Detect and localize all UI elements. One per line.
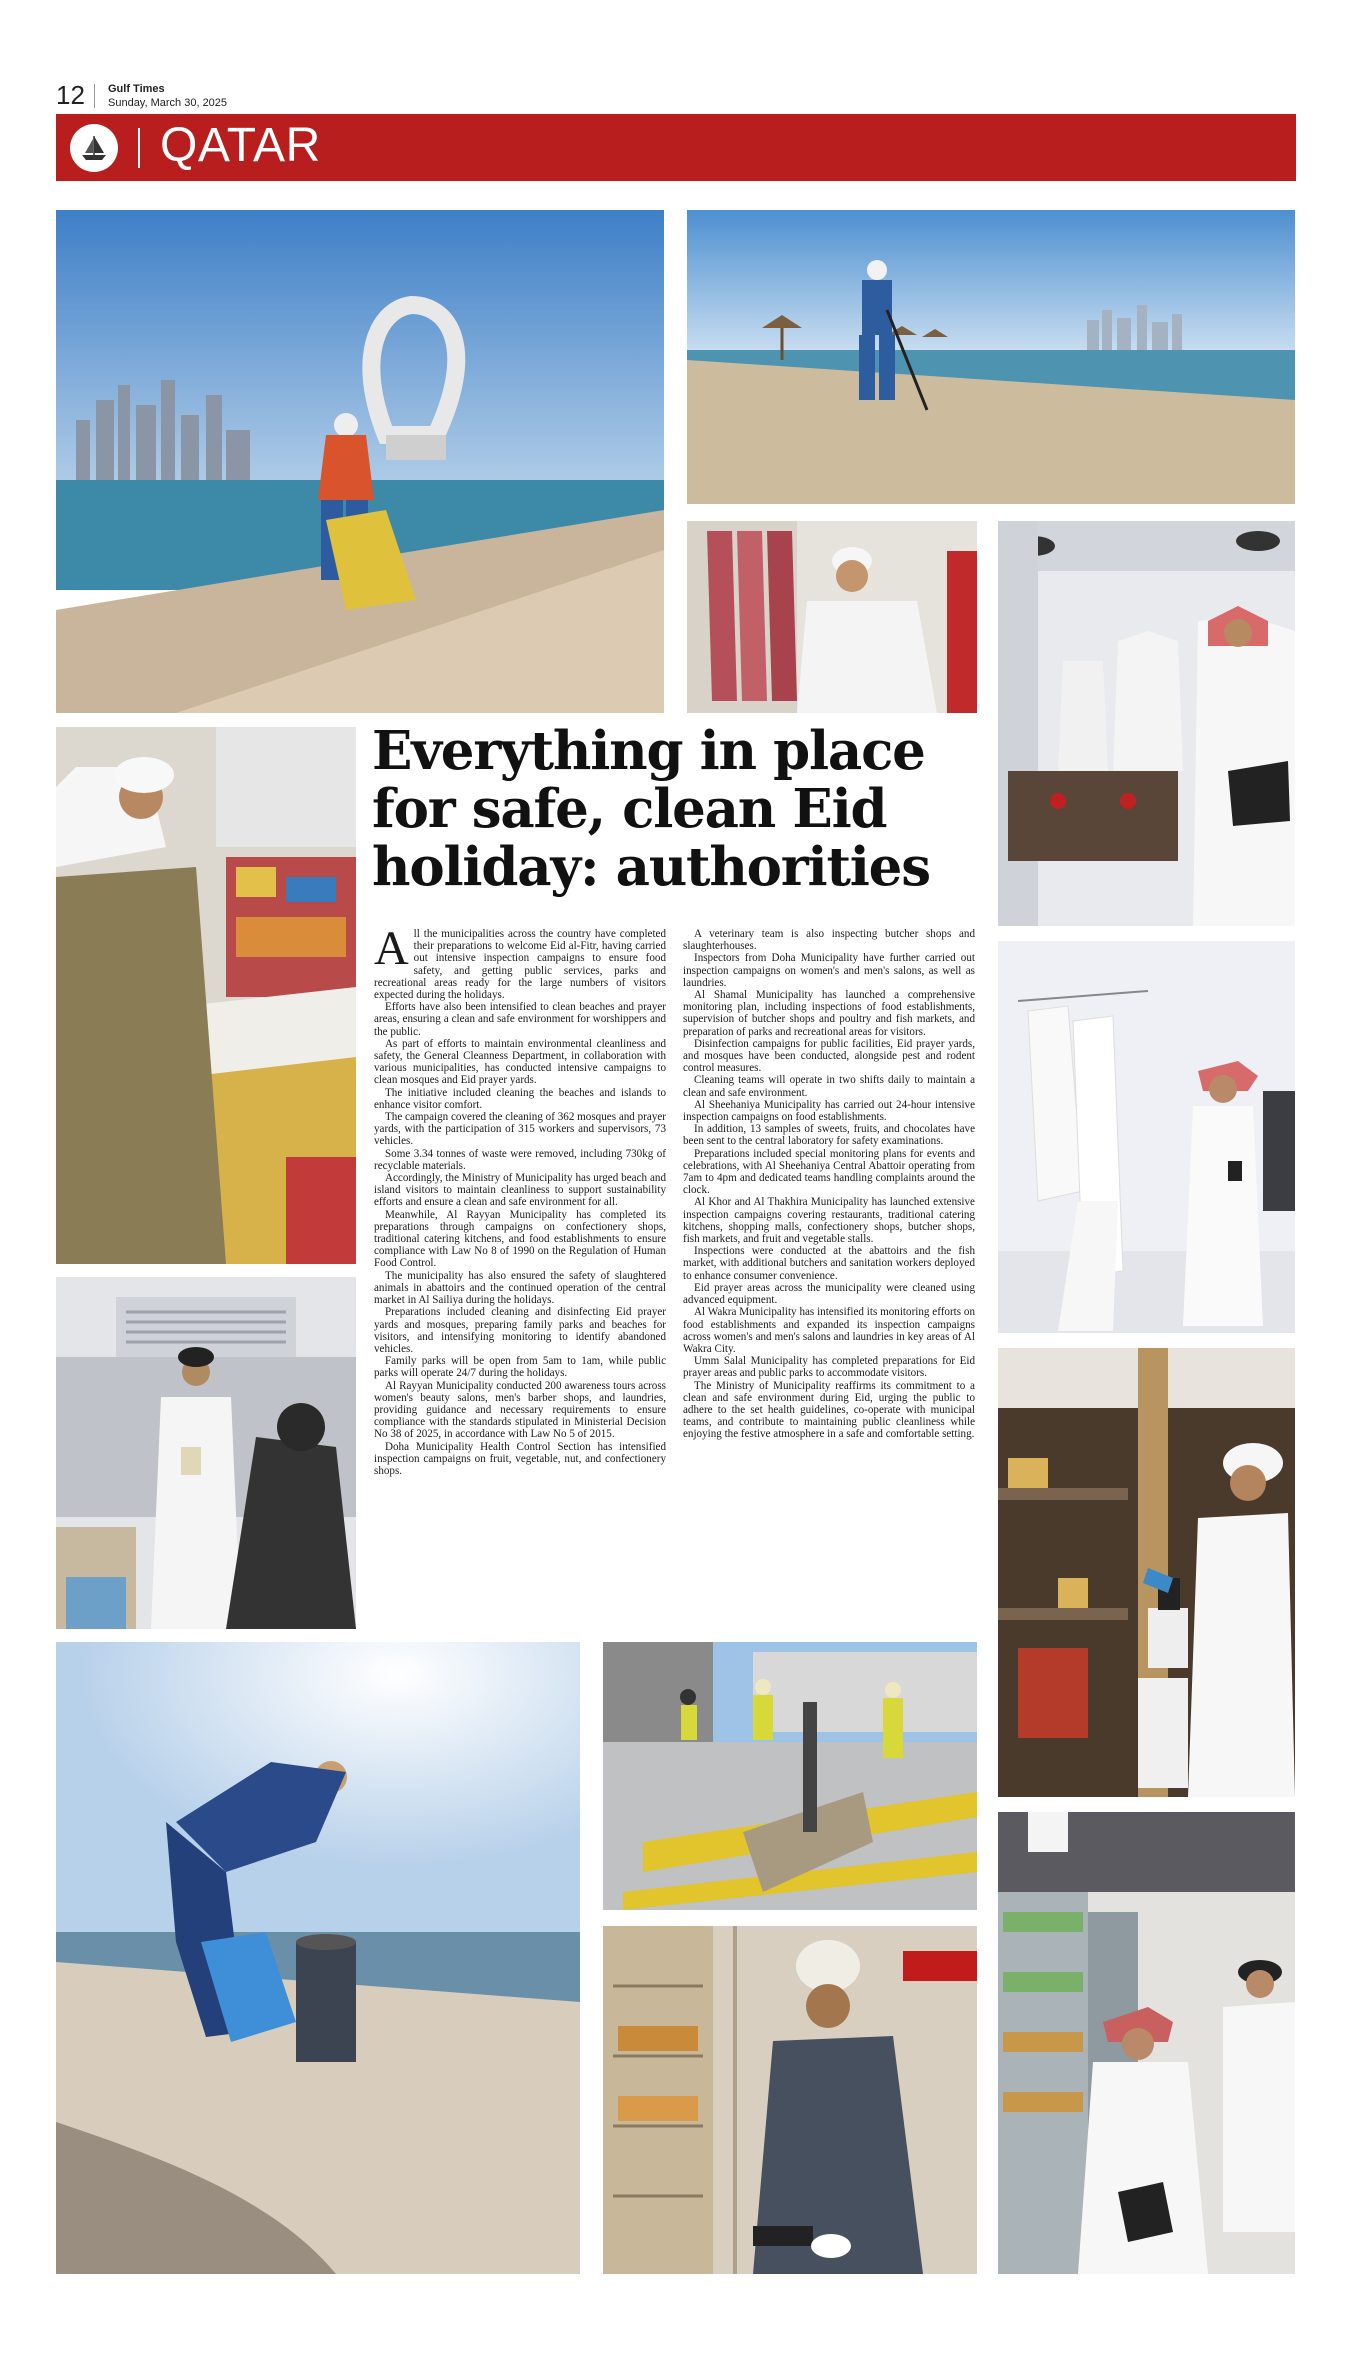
article-paragraph: Al Khor and Al Thakhira Municipality has launched extensive inspection campaigns covering restaurants, traditional catering kitchens, shopping malls, confectionery shops, butcher shops, fish markets, and fruit and vegetable stalls. [683, 1196, 975, 1246]
article-paragraph: Preparations included special monitoring plans for events and celebrations, with Al Sheehaniya Central Abattoir operating from 7am to 4pm and dedicated teams handling complaints around the clock. [683, 1147, 975, 1197]
beach-litter-photo [56, 1642, 580, 2274]
article-paragraph: A veterinary team is also inspecting butcher shops and slaughterhouses. [683, 928, 975, 953]
article-paragraph: Al Wakra Municipality has intensified its monitoring efforts on food establishments and expanded its inspection campaigns across women's and men's salons and laundries in key areas of Al Wakra City. [683, 1306, 975, 1355]
supermarket-inspection-photo [998, 1812, 1295, 2274]
article-paragraph: Eid prayer areas across the municipality were cleaned using advanced equipment. [683, 1281, 975, 1307]
article-paragraph: Al Sheehaniya Municipality has carried out 24-hour intensive inspection campaigns on food establishments. [683, 1098, 975, 1124]
grocery-inspection-photo [56, 727, 356, 1264]
beach-raking-photo [687, 210, 1295, 504]
food-truck-inspection-photo [56, 1277, 356, 1629]
publication-date: Sunday, March 30, 2025 [108, 97, 228, 109]
laundry-inspection-photo [998, 941, 1295, 1333]
article-paragraph: Preparations included cleaning and disinfecting Eid prayer yards and mosques, preparing family parks and beaches for visitors, and intensifying monitoring to identify abandoned vehicles. [374, 1306, 666, 1355]
article-paragraph: All the municipalities across the country have completed their preparations to welcome Eid al-Fitr, having carried out intensive inspection campaigns to ensure food safety, and getting public services, parks and recreational areas ready for the large numbers of visitors expected during the holidays. [374, 928, 666, 1002]
article-column-2 [683, 928, 975, 1632]
article-paragraph: Al Rayyan Municipality conducted 200 awareness tours across women's beauty salons, men's barber shops, and laundries, providing guidance and necessary requirements to ensure compliance with the standards stipulated in Ministerial Decision No 38 of 2025, in accordance with Law No 5 of 2015. [374, 1379, 666, 1441]
article-paragraph: Some 3.34 tonnes of waste were removed, including 730kg of recyclable materials. [374, 1147, 666, 1172]
beach-cleaning-photo [56, 210, 664, 713]
drop-cap: A [374, 928, 409, 975]
dhow-boat-icon [70, 124, 118, 172]
article-paragraph: Disinfection campaigns for public facilities, Eid prayer yards, and mosques have been conducted, alongside pest and rodent control measures. [683, 1037, 975, 1075]
article-paragraph: Doha Municipality Health Control Section has intensified inspection campaigns on fruit, vegetable, nut, and confectionery shops. [374, 1440, 666, 1477]
article-paragraph: The campaign covered the cleaning of 362 mosques and prayer yards, with the participation of 315 workers and supervisors, 73 vehicles. [374, 1111, 666, 1148]
article-column-1 [374, 928, 666, 1632]
banner-divider [138, 128, 140, 168]
article-paragraph: Cleaning teams will operate in two shifts daily to maintain a clean and safe environment. [683, 1074, 975, 1099]
article-paragraph: In addition, 13 samples of sweets, fruits, and chocolates have been sent to the central laboratory for safety examinations. [683, 1123, 975, 1148]
article-paragraph: The Ministry of Municipality reaffirms its commitment to a clean and safe environment during Eid, urging the public to adhere to the set health guidelines, co-operate with municipal teams, and contribute to maintaining public cleanliness while enjoying the festive atmosphere in a safe and comfortable setting. [683, 1379, 975, 1441]
article-paragraph: Meanwhile, Al Rayyan Municipality has completed its preparations through campaigns on confectionery shops, traditional catering kitchens, and food establishments to ensure compliance with Law No 8 of 1990 on the Regulation of Human Food Control. [374, 1208, 666, 1270]
shop-inspection-photo [998, 1348, 1295, 1797]
article-paragraph: Efforts have also been intensified to clean beaches and prayer areas, ensuring a clean and safe environment for worshippers and the public. [374, 1001, 666, 1038]
page-number: 12 [56, 80, 85, 110]
officials-inspection-photo [998, 521, 1295, 926]
street-cleaning-photo [603, 1642, 977, 1910]
article-paragraph: Accordingly, the Ministry of Municipality has urged beach and island visitors to maintain cleanliness to support sustainability efforts and ensure a clean and safe environment for all. [374, 1172, 666, 1209]
article-headline: Everything in place for safe, clean Eid holiday: authorities [372, 720, 930, 898]
article-paragraph: The municipality has also ensured the safety of slaughtered animals in abattoirs and the continued operation of the central market in Al Sailiya during the holidays. [374, 1269, 666, 1307]
article-paragraph: Inspections were conducted at the abattoirs and the fish market, with additional butchers and sanitation workers deployed to enhance consumer convenience. [683, 1245, 975, 1282]
article-paragraph: Family parks will be open from 5am to 1am, while public parks will operate 24/7 during the holidays. [374, 1355, 666, 1380]
butcher-inspection-photo [687, 521, 977, 713]
section-title: QATAR [160, 119, 321, 172]
article-paragraph: Inspectors from Doha Municipality have further carried out inspection campaigns on women's and men's salons, as well as laundries. [683, 952, 975, 989]
article-paragraph: The initiative included cleaning the beaches and islands to enhance visitor comfort. [374, 1086, 666, 1111]
article-paragraph: As part of efforts to maintain environmental cleanliness and safety, the General Cleanness Department, in collaboration with various municipalities, has conducted intensive campaigns to clean mosques and Eid prayer yards. [374, 1037, 666, 1087]
masthead-divider [94, 84, 95, 108]
article-paragraph: Al Shamal Municipality has launched a comprehensive monitoring plan, including inspections of food establishments, supervision of butcher shops and poultry and fish markets, and preparation of parks and recreational areas for visitors. [683, 989, 975, 1038]
kitchen-inspection-photo [603, 1926, 977, 2274]
article-paragraph: Umm Salal Municipality has completed preparations for Eid prayer areas and public parks to accommodate visitors. [683, 1355, 975, 1380]
publication-name: Gulf Times [108, 83, 165, 95]
